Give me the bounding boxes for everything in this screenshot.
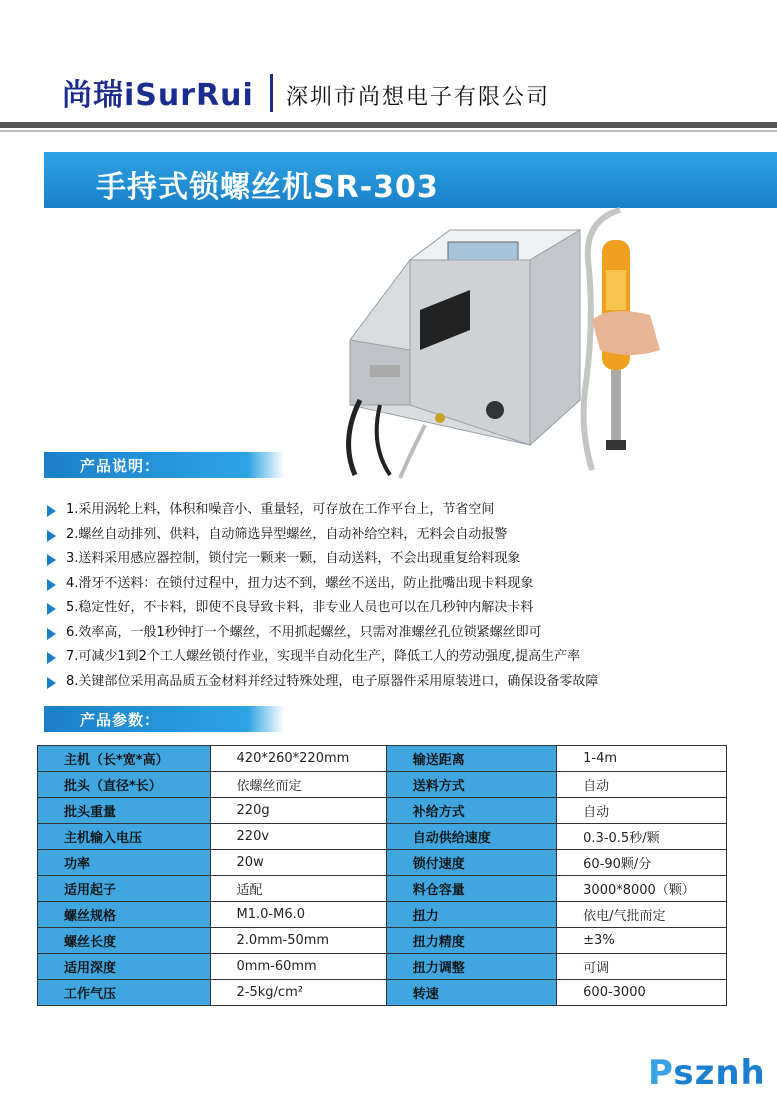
spec-key: 料仓容量: [386, 876, 556, 902]
spec-key: 批头（直径*长）: [38, 772, 211, 798]
spec-key: 扭力调整: [386, 954, 556, 980]
product-photo: [330, 200, 660, 480]
table-row: [38, 772, 727, 798]
table-row: [38, 824, 727, 850]
spec-key: 补给方式: [386, 798, 556, 824]
company-name: 深圳市尚想电子有限公司: [286, 85, 551, 110]
header: [0, 0, 777, 130]
spec-key: 批头重量: [38, 798, 211, 824]
spec-key: 适用起子: [38, 876, 211, 902]
triangle-bullet-icon: [47, 505, 56, 517]
spec-key: 转速: [386, 980, 556, 1006]
triangle-bullet-icon: [47, 603, 56, 615]
spec-value: 60-90颗/分: [557, 850, 727, 876]
table-row: [38, 876, 727, 902]
spec-value: 2.0mm-50mm: [210, 928, 386, 954]
spec-value: M1.0-M6.0: [210, 902, 386, 928]
spec-value: 依电/气批而定: [557, 902, 727, 928]
spec-value: 2-5kg/cm²: [210, 980, 386, 1006]
table-row: [38, 928, 727, 954]
triangle-bullet-icon: [47, 579, 56, 591]
spec-table: [37, 745, 727, 1006]
spec-value: 220v: [210, 824, 386, 850]
spec-value: 20w: [210, 850, 386, 876]
spec-key: 螺丝规格: [38, 902, 211, 928]
header-divider: [270, 74, 273, 112]
feature-list: [44, 498, 744, 694]
spec-key: 送料方式: [386, 772, 556, 798]
spec-key: 螺丝长度: [38, 928, 211, 954]
header-rule-thin: [0, 130, 777, 132]
spec-value: ±3%: [557, 928, 727, 954]
spec-key: 主机输入电压: [38, 824, 211, 850]
list-item: 3.送料采用感应器控制，锁付完一颗来一颗，自动送料，不会出现重复给料现象: [44, 547, 744, 572]
triangle-bullet-icon: [47, 530, 56, 542]
spec-value: 可调: [557, 954, 727, 980]
spec-value: 适配: [210, 876, 386, 902]
list-item: 7.可减少1到2个工人螺丝锁付作业，实现半自动化生产，降低工人的劳动强度,提高生产率: [44, 645, 744, 670]
table-row: [38, 902, 727, 928]
spec-key: 输送距离: [386, 746, 556, 772]
triangle-bullet-icon: [47, 554, 56, 566]
spec-value: 依螺丝而定: [210, 772, 386, 798]
spec-value: 1-4m: [557, 746, 727, 772]
screw-feeder-machine: [349, 230, 580, 478]
table-row: [38, 746, 727, 772]
triangle-bullet-icon: [47, 677, 56, 689]
spec-key: 适用深度: [38, 954, 211, 980]
spec-key: 扭力精度: [386, 928, 556, 954]
spec-key: 工作气压: [38, 980, 211, 1006]
spec-value: 600-3000: [557, 980, 727, 1006]
spec-value: 自动: [557, 798, 727, 824]
electric-screwdriver: [584, 210, 660, 470]
list-item: 5.稳定性好，不卡料，即使不良导致卡料，非专业人员也可以在几秒钟内解决卡料: [44, 596, 744, 621]
list-item: 2.螺丝自动排列、供料，自动筛选异型螺丝，自动补给空料，无料会自动报警: [44, 523, 744, 548]
section-description-title: 产品说明：: [80, 457, 161, 475]
triangle-bullet-icon: [47, 628, 56, 640]
section-description: [44, 452, 284, 478]
table-row: [38, 850, 727, 876]
spec-key: 扭力: [386, 902, 556, 928]
spec-value: 3000*8000（颗）: [557, 876, 727, 902]
product-title: 手持式锁螺丝机SR-303: [96, 170, 439, 205]
brand-logo: 尚瑞iSurRui: [62, 78, 254, 113]
list-item: 4.滑牙不送料：在锁付过程中，扭力达不到，螺丝不送出，防止批嘴出现卡料现象: [44, 572, 744, 597]
list-item: 1.采用涡轮上料，体积和噪音小、重量轻，可存放在工作平台上，节省空间: [44, 498, 744, 523]
spec-value: 0mm-60mm: [210, 954, 386, 980]
spec-key: 主机（长*宽*高）: [38, 746, 211, 772]
psznh-brand-mark: Psznh: [648, 1053, 766, 1093]
spec-key: 自动供给速度: [386, 824, 556, 850]
spec-value: 自动: [557, 772, 727, 798]
table-row: [38, 980, 727, 1006]
spec-value: 0.3-0.5秒/颗: [557, 824, 727, 850]
triangle-bullet-icon: [47, 652, 56, 664]
section-params: [44, 706, 284, 732]
list-item: 8.关键部位采用高品质五金材料并经过特殊处理，电子原器件采用原装进口，确保设备零故障: [44, 670, 744, 695]
section-params-title: 产品参数：: [80, 711, 161, 729]
spec-key: 锁付速度: [386, 850, 556, 876]
spec-key: 功率: [38, 850, 211, 876]
table-row: [38, 954, 727, 980]
list-item: 6.效率高，一般1秒钟打一个螺丝，不用抓起螺丝，只需对准螺丝孔位锁紧螺丝即可: [44, 621, 744, 646]
table-row: [38, 798, 727, 824]
header-rule: [0, 122, 777, 128]
spec-value: 220g: [210, 798, 386, 824]
spec-value: 420*260*220mm: [210, 746, 386, 772]
